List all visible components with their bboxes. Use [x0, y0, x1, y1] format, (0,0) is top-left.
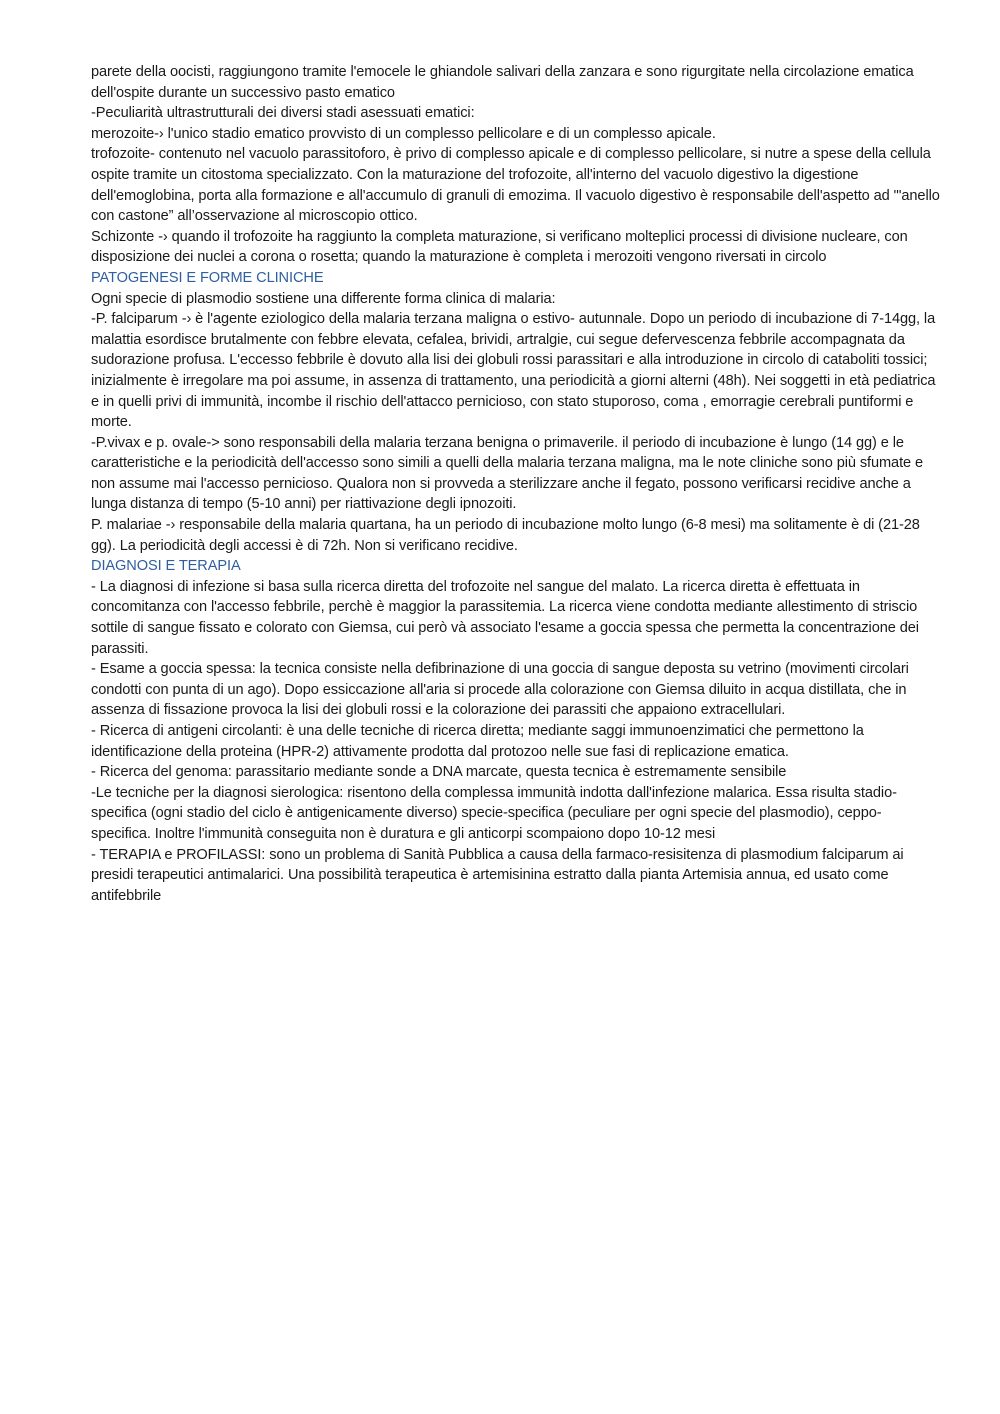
paragraph-peculiarita: -Peculiarità ultrastrutturali dei diversi stadi asessuati ematici: — [91, 105, 475, 122]
paragraph-sierologica: -Le tecniche per la diagnosi sierologica: risentono della complessa immunità indotta dall'infezione malarica. Essa risulta stadio-specifica (ogni stadio del ciclo è antigenicamente diverso) specie-specifica (peculiare per ogni specie del plasmodio), ceppo-specifica. Inoltre l'immunità conseguita non è duratura e gli anticorpi scompaiono dopo 10-12 mesi — [91, 784, 897, 842]
paragraph-trofozoite: trofozoite- contenuto nel vacuolo parassitoforo, è privo di complesso apicale e di complesso pellicolare, si nutre a spese della cellula ospite tramite un citostoma specializzato. Con la maturazione del trofozoite, all'interno del vacuolo digestivo la digestione dell'emoglobina, porta alla formazione e all'accumulo di granuli di emozima. Il vacuolo digestivo è responsabile dell'aspetto ad "'anello con castone” all’osservazione al microscopio ottico. — [91, 146, 940, 225]
section-heading-diagnosi: DIAGNOSI E TERAPIA — [91, 558, 241, 575]
paragraph-ogni-specie: Ogni specie di plasmodio sostiene una differente forma clinica di malaria: — [91, 290, 556, 307]
paragraph-goccia-spessa: - Esame a goccia spessa: la tecnica consiste nella defibrinazione di una goccia di sangue deposta su vetrino (movimenti circolari condotti con punta di un ago). Dopo essiccazione all'aria si procede alla colorazione con Giemsa diluito in acqua distillata, che in assenza di fissazione provoca la lisi dei globuli rossi e la colorazione dei parassiti che appaiono extracellulari. — [91, 661, 909, 719]
paragraph-merozoite: merozoite-› l'unico stadio ematico provvisto di un complesso pellicolare e di un complesso apicale. — [91, 125, 716, 142]
paragraph-terapia: - TERAPIA e PROFILASSI: sono un problema di Sanità Pubblica a causa della farmaco-resisitenza di plasmodium falciparum ai presidi terapeutici antimalarici. Una possibilità terapeutica è artemisinina estratto dalla pianta Artemisia annua, ed usato come antifebbrile — [91, 846, 904, 904]
section-heading-patogenesi: PATOGENESI E FORME CLINICHE — [91, 269, 324, 286]
paragraph-vivax-ovale: -P.vivax e p. ovale-> sono responsabili della malaria terzana benigna o primaverile. il periodo di incubazione è lungo (14 gg) e le caratteristiche e la periodicità dell'accesso sono simili a quelli della malaria terzana maligna, ma le note cliniche sono più sfumate e non assume mai l'accesso pernicioso. Qualora non si provveda a sterilizzare anche il fegato, possono verificarsi recidive anche a lunga distanza di tempo (5-10 anni) per riattivazione degli ipnozoiti. — [91, 434, 924, 513]
paragraph-schizonte: Schizonte -› quando il trofozoite ha raggiunto la completa maturazione, si verificano molteplici processi di divisione nucleare, con disposizione dei nuclei a corona o rosetta; quando la maturazione è completa i merozoiti vengono riversati in circolo — [91, 228, 908, 266]
paragraph-malariae: P. malariae -› responsabile della malaria quartana, ha un periodo di incubazione molto lungo (6-8 mesi) ma solitamente è di (21-28 gg). La periodicità degli accessi è di 72h. Non si verificano recidive. — [91, 517, 920, 554]
paragraph-falciparum: -P. falciparum -› è l'agente eziologico della malaria terzana maligna o estivo- autunnale. Dopo un periodo di incubazione di 7-14gg, la malattia esordisce brutalmente con febbre elevata, cefalea, brividi, artralgie, cui segue defervescenza febbrile accompagnata da sudorazione profusa. L'eccesso febbrile è dovuto alla lisi dei globuli rossi parassitari e alla introduzione in circolo di cataboliti tossici; inizialmente è irregolare ma poi assume, in assenza di trattamento, una periodicità a giorni alterni (48h). Nei soggetti in età pediatrica e in quelli privi di immunità, incombe il rischio dell'attacco pernicioso, con stato stuporoso, coma , emorragie cerebrali puntiformi e morte. — [91, 311, 936, 431]
paragraph-genoma: - Ricerca del genoma: parassitario mediante sonde a DNA marcate, questa tecnica è estremamente sensibile — [91, 764, 787, 781]
paragraph-diagnosi-infezione: - La diagnosi di infezione si basa sulla ricerca diretta del trofozoite nel sangue del malato. La ricerca diretta è effettuata in concomitanza con l'accesso febbrile, perchè è maggior la parassitemia. La ricerca viene condotta mediante allestimento di striscio sottile di sangue fissato e colorato con Giemsa, cui però và associato l'esame a goccia spessa che permetta la concentrazione dei parassiti. — [91, 578, 919, 657]
document-page — [91, 62, 941, 906]
paragraph-oocisti: parete della oocisti, raggiungono tramite l'emocele le ghiandole salivari della zanzara e sono rigurgitate nella circolazione ematica dell'ospite durante un successivo pasto ematico — [91, 64, 914, 101]
paragraph-antigeni: - Ricerca di antigeni circolanti: è una delle tecniche di ricerca diretta; mediante saggi immunoenzimatici che permettono la identificazione della proteina (HPR-2) attivamente prodotta dal protozoo nelle sue fasi di replicazione ematica. — [91, 723, 864, 760]
